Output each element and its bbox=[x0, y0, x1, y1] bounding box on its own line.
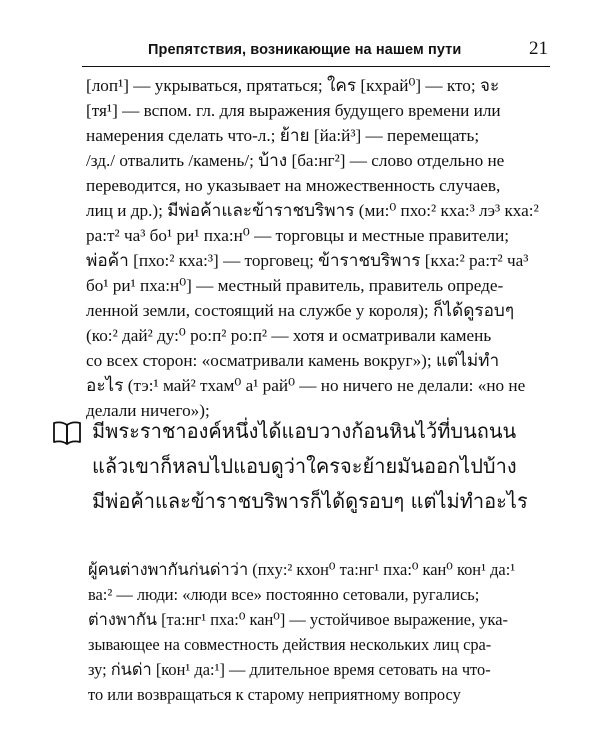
commentary-line: ленной земли, состоящий на службе у короля); ก็ได้ดูรอบๆ bbox=[86, 301, 515, 320]
commentary-line: делали ничего»); bbox=[86, 401, 210, 420]
commentary-line: [тя¹] — вспом. гл. для выражения будущего времени или bbox=[86, 101, 501, 120]
page-number: 21 bbox=[529, 38, 548, 59]
commentary-line: ва:² — люди: «люди все» постоянно сетовали, ругались; bbox=[88, 585, 480, 604]
commentary-line: то или возвращаться к старому неприятному вопросу bbox=[88, 685, 461, 704]
commentary-line: бо¹ ри¹ пха:н⁰] — местный правитель, правитель опреде- bbox=[86, 276, 504, 295]
commentary-line: зывающее на совместность действия нескольких лиц сра- bbox=[88, 635, 492, 654]
commentary-line: พ่อค้า [пхо:² кха:³] — торговец; ข้าราชบริพาร [кха:² ра:т² ча³ bbox=[86, 251, 529, 270]
commentary-line: [лоп¹] — укрываться, прятаться; ใคร [кхрай⁰] — кто; จะ bbox=[86, 76, 500, 95]
open-book-icon bbox=[52, 420, 82, 446]
thai-line: มีพ่อค้าและข้าราชบริพารก็ได้ดูรอบๆ แต่ไม่ทำอะไร bbox=[92, 489, 528, 513]
commentary-line: лиц и др.); มีพ่อค้าและข้าราชบริพาร (ми:⁰ пхо:² кха:³ лэ³ кха:² bbox=[86, 201, 539, 220]
commentary-line: ра:т² ча³ бо¹ ри¹ пха:н⁰ — торговцы и местные правители; bbox=[86, 226, 510, 245]
commentary-line: (ко:² дай² ду:⁰ ро:п² ро:п² — хотя и осматривали камень bbox=[86, 326, 492, 345]
commentary-line: зу; ก่นด่า [кон¹ да:¹] — длительное время сетовать на что- bbox=[88, 660, 491, 679]
commentary-line: ผู้คนต่างพากันก่นด่าว่า (пхy:² кхон⁰ та:нг¹ пха:⁰ кан⁰ кон¹ да:¹ bbox=[88, 560, 516, 579]
commentary-line: ต่างพากัน [та:нг¹ пха:⁰ кан⁰] — устойчивое выражение, ука- bbox=[88, 610, 508, 629]
commentary-line: /зд./ отвалить /камень/; บ้าง [ба:нг²] — слово отдельно не bbox=[86, 151, 505, 170]
commentary-line: намерения сделать что-л.; ย้าย [йа:й³] — перемещать; bbox=[86, 126, 480, 145]
thai-line: มีพระราชาองค์หนึ่งได้แอบวางก้อนหินไว้ที่บนถนน bbox=[92, 419, 517, 443]
running-title: Препятствия, возникающие на нашем пути bbox=[148, 42, 462, 58]
header-rule bbox=[82, 66, 550, 67]
running-header bbox=[80, 40, 550, 66]
thai-line: แล้วเขาก็หลบไปแอบดูว่าใครจะย้ายมันออกไปบ้าง bbox=[92, 454, 517, 478]
commentary-line: переводится, но указывает на множественность случаев, bbox=[86, 176, 501, 195]
commentary-line: อะไร (тэ:¹ май² тхам⁰ а¹ рай⁰ — но ничего не делали: «но не bbox=[86, 376, 526, 395]
commentary-line: со всех сторон: «осматривали камень вокруг»); แต่ไม่ทำ bbox=[86, 351, 500, 370]
